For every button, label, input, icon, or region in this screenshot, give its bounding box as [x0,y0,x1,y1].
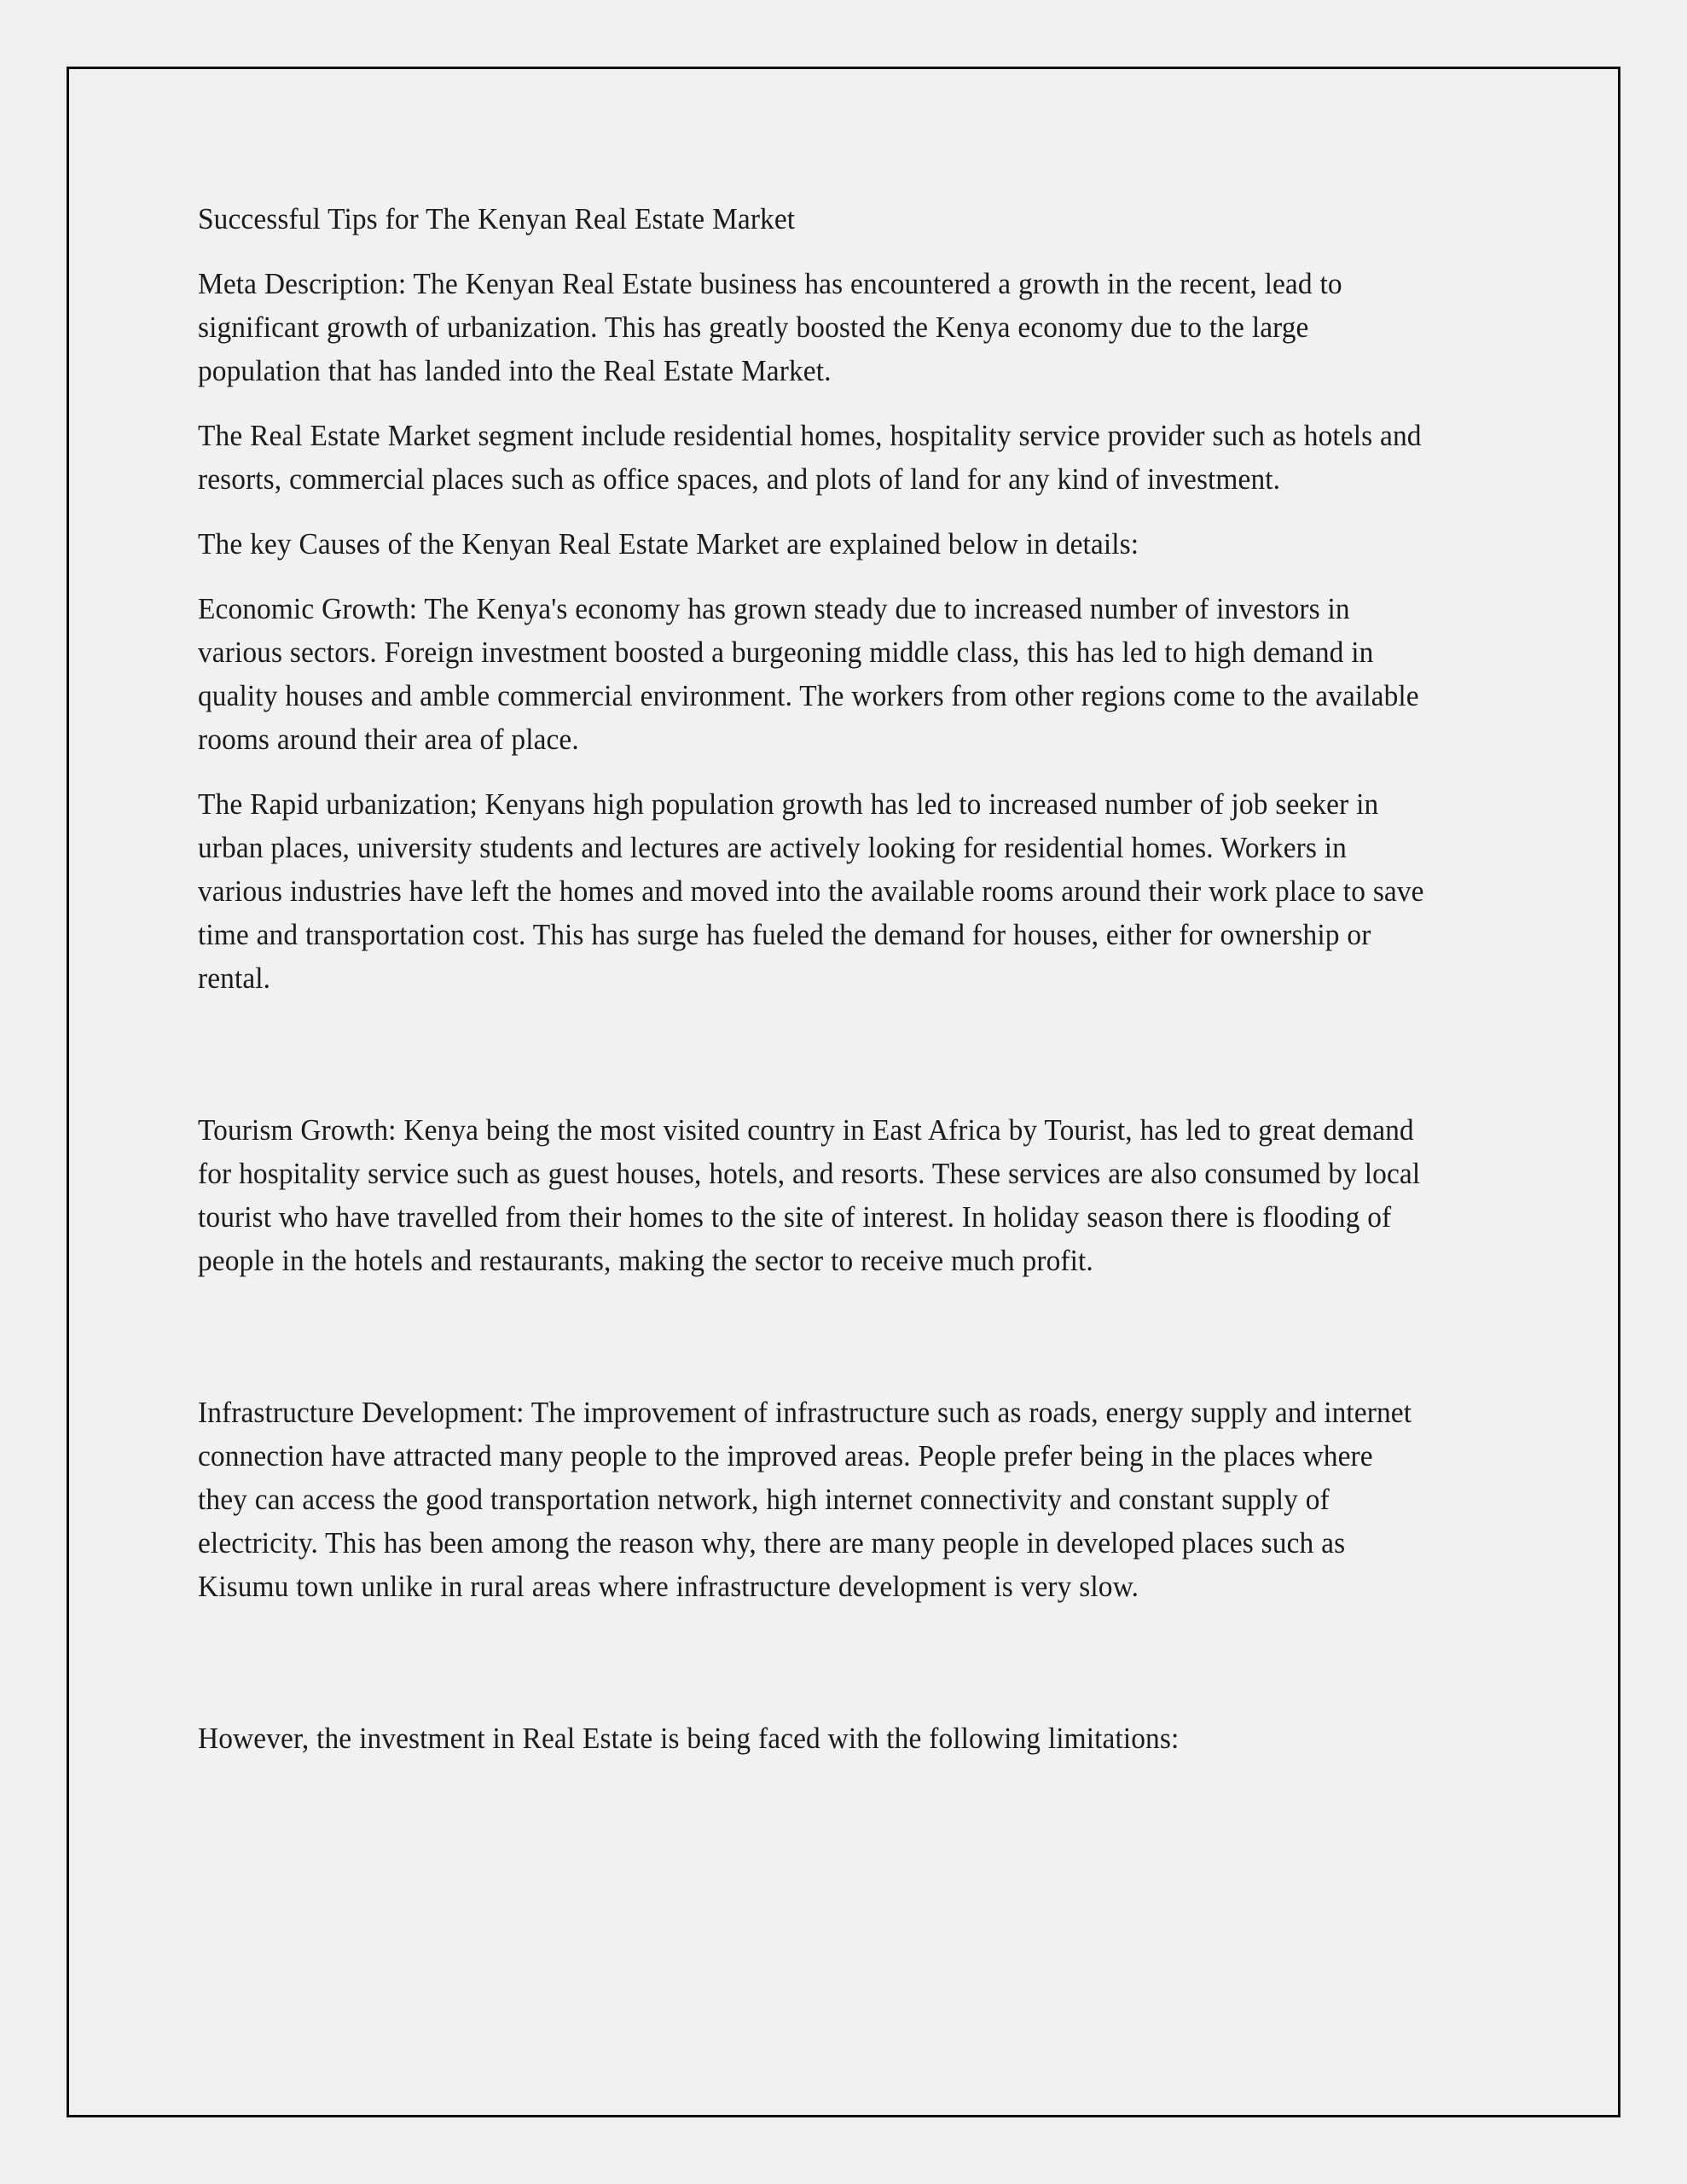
paragraph-economic-growth: Economic Growth: The Kenya's economy has grown steady due to increased number of investors in various sectors. Foreign investment boosted a burgeoning middle class, this has led to high demand in quality houses and amble commercial environment. The workers from other regions come to the available rooms around their area of place. [198,592,1419,756]
page-border-frame [67,67,1620,2117]
paragraph-spacer-3 [198,1629,1484,1716]
paragraph-key-causes-intro: The key Causes of the Kenyan Real Estate Market are explained below in details: [198,527,1139,561]
paragraph-rapid-urbanization: The Rapid urbanization; Kenyans high population growth has led to increased number of job seeker in urban places, university students and lectures are actively looking for residential homes. Workers in various industries have left the homes and moved into the available rooms around their work place to save time and transportation cost. This has surge has fueled the demand for houses, either for ownership or rental. [198,787,1424,995]
document-body [198,197,1484,1781]
paragraph-tourism-growth: Tourism Growth: Kenya being the most visited country in East Africa by Tourist, has led to great demand for hospitality service such as guest houses, hotels, and resorts. These services are also consumed by local tourist who have travelled from their homes to the site of interest. In holiday season there is flooding of people in the hotels and restaurants, making the sector to receive much profit. [198,1113,1421,1277]
page-title: Successful Tips for The Kenyan Real Estate Market [198,202,796,235]
paragraph-market-segments: The Real Estate Market segment include residential homes, hospitality service provider such as hotels and resorts, commercial places such as office spaces, and plots of land for any kind of investment. [198,419,1422,496]
paragraph-spacer-2 [198,1304,1484,1391]
paragraph-meta-description: Meta Description: The Kenyan Real Estate business has encountered a growth in the recent, lead to significant growth of urbanization. This has greatly boosted the Kenya economy due to the large population that has landed into the Real Estate Market. [198,267,1342,387]
paragraph-spacer-1 [198,1021,1484,1108]
paragraph-limitations-intro: However, the investment in Real Estate is being faced with the following limitations: [198,1722,1180,1755]
paragraph-infrastructure-development: Infrastructure Development: The improvement of infrastructure such as roads, energy supply and internet connection have attracted many people to the improved areas. People prefer being in the places where they can access the good transportation network, high internet connectivity and constant supply of electricity. This has been among the reason why, there are many people in developed places such as Kisumu town unlike in rural areas where infrastructure development is very slow. [198,1396,1412,1603]
